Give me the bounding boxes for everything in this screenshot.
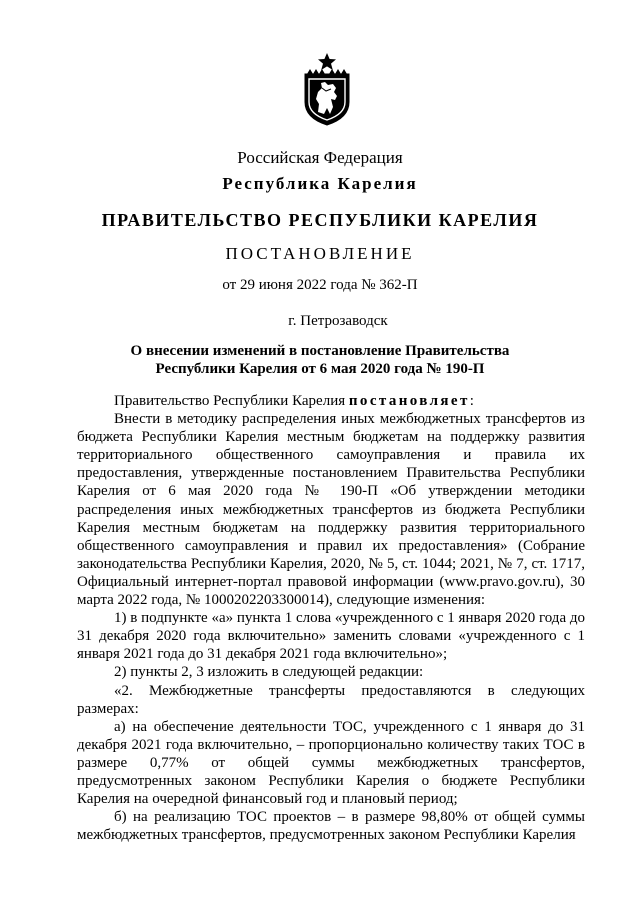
paragraph-3: 2) пункты 2, 3 изложить в следующей редакции: (114, 664, 424, 681)
karelia-coat-of-arms-icon (301, 52, 353, 126)
country-name: Российская Федерация (237, 148, 403, 167)
intro-tail: : (469, 393, 474, 409)
city: г. Петрозаводск (288, 313, 388, 329)
title-line-1: О внесении изменений в постановление Правительства (130, 343, 510, 359)
document-date-number: от 29 июня 2022 года № 362-П (222, 277, 418, 293)
paragraph-4: «2. Межбюджетные трансферты предоставляются в следующих размерах: (77, 682, 585, 717)
republic-name: Республика Карелия (222, 174, 418, 193)
paragraph-6: б) на реализацию ТОС проектов – в размере 98,80% от общей суммы межбюджетных трансфертов, предусмотренных законом Республики Карелия (77, 809, 585, 844)
government-name: ПРАВИТЕЛЬСТВО РЕСПУБЛИКИ КАРЕЛИЯ (101, 210, 539, 230)
paragraph-2: 1) в подпункте «а» пункта 1 слова «учрежденного с 1 января 2020 года до 31 декабря 2020 года включительно» заменить словами «учрежденного с 1 января 2021 года до 31 декабря 2021 года включительно»; (77, 610, 585, 663)
title-line-2: Республики Карелия от 6 мая 2020 года № 190-П (155, 361, 485, 377)
document-title (120, 342, 520, 378)
document-body (77, 392, 585, 844)
intro-lead: Правительство Республики Карелия (114, 393, 349, 409)
intro-decree-word: постановляет (348, 393, 470, 409)
intro-paragraph (77, 392, 585, 410)
document-type: ПОСТАНОВЛЕНИЕ (225, 244, 415, 263)
paragraph-5: а) на обеспечение деятельности ТОС, учрежденного с 1 января до 31 декабря 2021 года включительно, – пропорционально количеству таких ТОС в размере 0,77% от общей суммы межбюджетных трансфертов, предусмотренных законом Республики Карелия о бюджете Республики Карелия на очередной финансовый год и плановый период; (77, 718, 585, 808)
paragraph-1: Внести в методику распределения иных межбюджетных трансфертов из бюджета Республики Карелия местным бюджетам на поддержку развития территориального общественного самоуправления и правила их предоставления, утвержденные постановлением Правительства Республики Карелия от 6 мая 2020 года № 190-П «Об утверждении методики распределения иных межбюджетных трансфертов из бюджета Республики Карелия местным бюджетам на поддержку развития территориального общественного самоуправления и правил их предоставления» (Собрание законодательства Республики Карелия, 2020, № 5, ст. 1044; 2021, № 7, ст. 1717, Официальный интернет-портал правовой информации (www.pravo.gov.ru), 30 марта 2022 года, № 1000202203300014), следующие изменения: (77, 411, 585, 609)
